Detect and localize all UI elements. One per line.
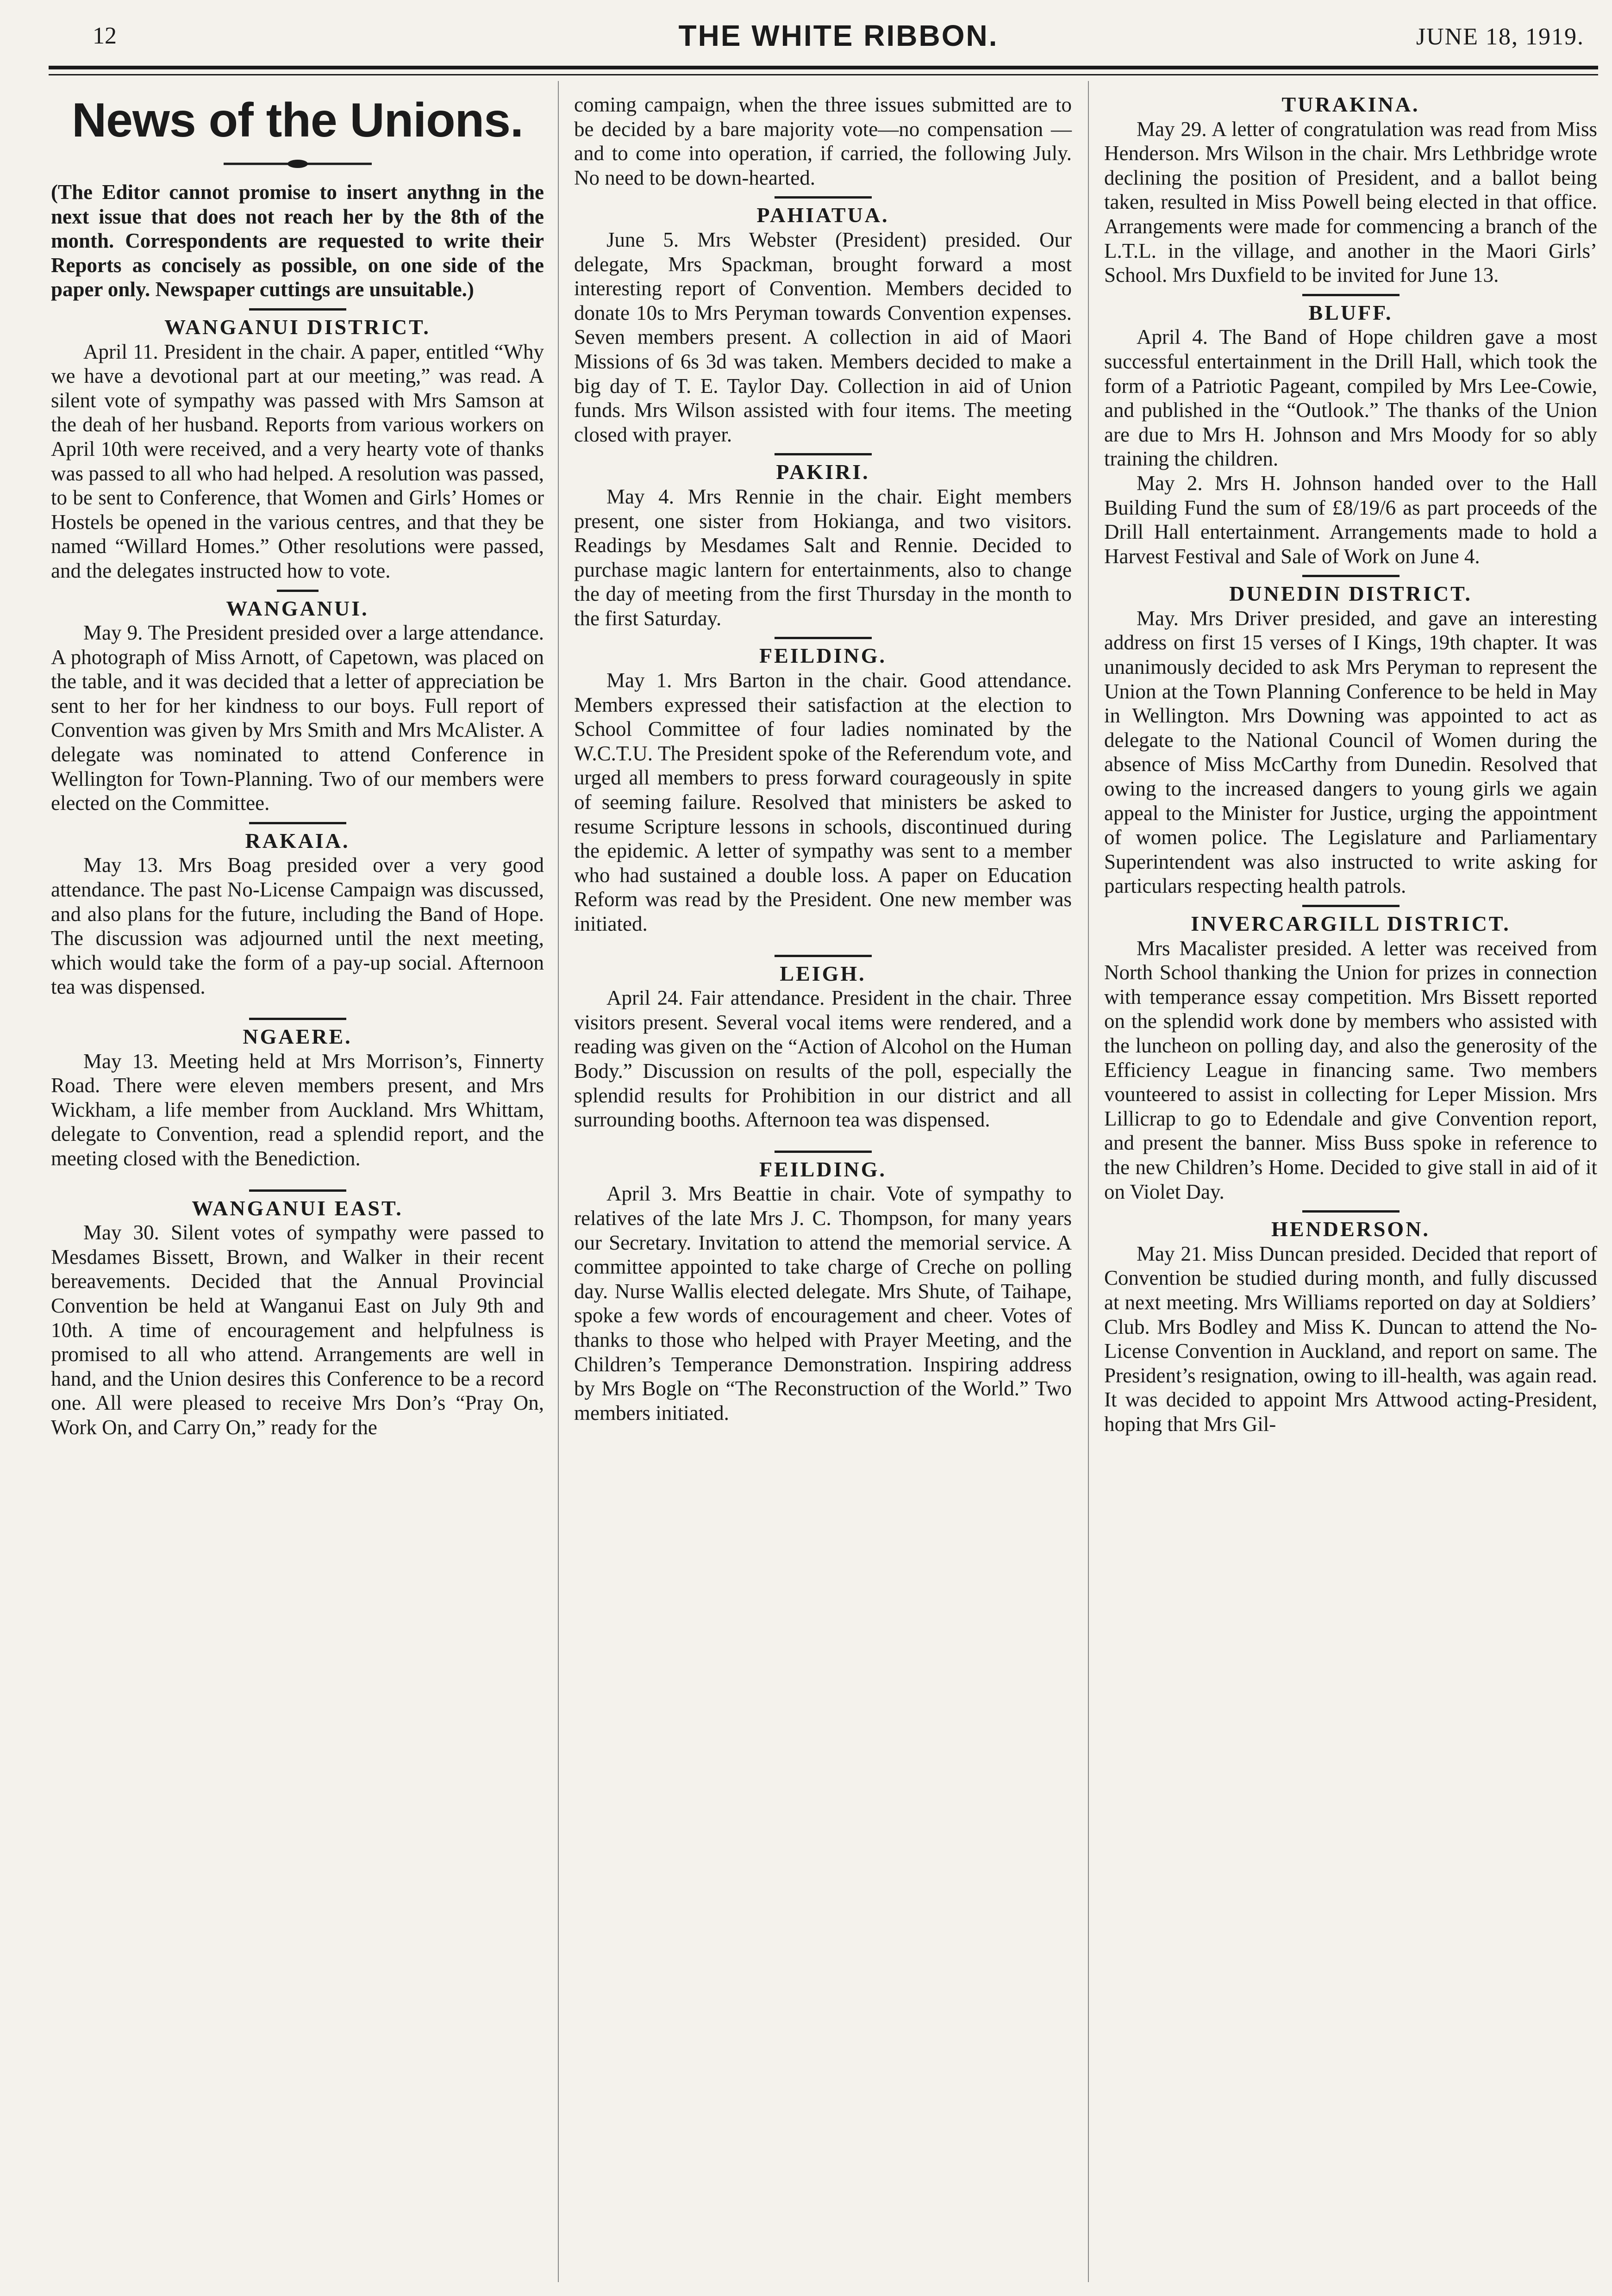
- section-separator: [1302, 905, 1400, 907]
- section-heading: WANGANUI EAST.: [192, 1196, 403, 1220]
- column-1: [51, 86, 544, 1440]
- section-text: June 5. Mrs Webster (President) presided. Our delegate, Mrs Spackman, brought forward a most interesting report of Convention. Members decided to donate 10s to Mrs Peryman towards Convention expenses. Seven members present. A collection in aid of Maori Missions of 6s 3d was taken. Members decided to make a big day of T. E. Taylor Day. Collection in aid of Union funds. Mrs Wilson assisted with four items. The meeting closed with prayer.: [574, 228, 1072, 446]
- section-separator: [277, 590, 319, 592]
- page-number: 12: [93, 23, 117, 49]
- section-title: News of the Unions.: [72, 93, 523, 147]
- section-heading: WANGANUI.: [226, 596, 369, 620]
- section-separator: [775, 637, 872, 639]
- section-text: May 13. Mrs Boag presided over a very good attendance. The past No-License Campaign was discussed, and also plans for the future, including the Band of Hope. The discussion was adjourned until the next meeting, which would take the form of a pay-up social. Afternoon tea was dispensed.: [51, 853, 544, 999]
- section-separator: [775, 955, 872, 957]
- section-heading: FEILDING.: [759, 644, 887, 668]
- section-separator: [1302, 294, 1400, 296]
- section-separator: [249, 1189, 346, 1192]
- section-heading: PAHIATUA.: [756, 203, 889, 227]
- section-text: April 24. Fair attendance. President in the chair. Three visitors present. Several vocal items were rendered, and a reading was given on the “Action of Alcohol on the Human Body.” Discussion on results of the poll, especially the splendid results for Prohibition in our district and all surrounding booths. Afternoon tea was dispensed.: [574, 986, 1072, 1132]
- section-text: May 30. Silent votes of sympathy were passed to Mesdames Bissett, Brown, and Walker in their recent bereavements. Decided that the Annual Provincial Convention be held at Wanganui East on July 9th and 10th. A time of encouragement and helpfulness is promised to all who attend. Arrangements are well in hand, and the Union desires this Conference to be a record one. All were pleased to receive Mrs Don’s “Pray On, Work On, and Carry On,” ready for the: [51, 1221, 544, 1439]
- editor-note: (The Editor cannot promise to insert anythng in the next issue that does not reach her by the 8th of the month. Correspondents are requested to write their Reports as concisely as possible, on one side of the paper only. Newspaper cuttings are unsuitable.): [51, 180, 544, 301]
- section-separator: [775, 453, 872, 455]
- section-heading: NGAERE.: [243, 1025, 352, 1048]
- section-heading: INVERCARGILL DISTRICT.: [1191, 912, 1511, 935]
- section-separator: [1302, 575, 1400, 577]
- section-text: April 3. Mrs Beattie in chair. Vote of sympathy to relatives of the late Mrs J. C. Thompson, for many years our Secretary. Invitation to attend the memorial service. A committee appointed to take charge of Creche on polling day. Nurse Wallis elected delegate. Mrs Shute, of Taihape, spoke a few words of encouragement and cheer. Votes of thanks to those who helped with Prayer Meeting, and the Children’s Temperance Demonstration. Inspiring address by Mrs Bogle on “The Reconstruction of the World.” Two members initiated.: [574, 1182, 1072, 1425]
- section-text: May 13. Meeting held at Mrs Morrison’s, Finnerty Road. There were eleven members present, and Mrs Wickham, a life member from Auckland. Mrs Whittam, delegate to Convention, read a splendid report, and the meeting closed with the Benediction.: [51, 1049, 544, 1170]
- section-text: May 9. The President presided over a large attendance. A photograph of Miss Arnott, of Capetown, was placed on the table, and it was decided that a letter of appreciation be sent to her for her kindness to our boys. Full report of Convention was given by Mrs Smith and Mrs McAlister. A delegate was nominated to attend Conference in Wellington for Town-Planning. Two of our members were elected on the Committee.: [51, 621, 544, 815]
- section-separator: [775, 1151, 872, 1153]
- section-text: May 1. Mrs Barton in the chair. Good attendance. Members expressed their satisfaction at the election to School Committee of four ladies nominated by the W.C.T.U. The President spoke of the Referendum vote, and urged all members to press forward courageously in spite of seeming failure. Resolved that ministers be asked to resume Scripture lessons in schools, discontinued during the epidemic. A letter of sympathy was sent to a member who had sustained a double loss. A paper on Education Reform was read by the President. One new member was initiated.: [574, 669, 1072, 935]
- section-separator: [249, 308, 346, 311]
- issue-date: JUNE 18, 1919.: [1416, 24, 1584, 50]
- ornament-rule: [224, 157, 372, 171]
- page-header: [93, 19, 1584, 60]
- column-2: [574, 93, 1072, 1425]
- section-separator: [249, 1018, 346, 1020]
- column-3: [1104, 93, 1597, 1436]
- section-heading: RAKAIA.: [245, 828, 350, 852]
- section-heading: BLUFF.: [1308, 300, 1393, 324]
- header-rule-thin: [49, 74, 1598, 75]
- section-text: May. Mrs Driver presided, and gave an interesting address on first 15 verses of I Kings, 19th chapter. It was unanimously decided to ask Mrs Peryman to represent the Union at the Town Planning Conference to be held in May in Wellington. Mrs Downing was appointed to act as delegate to the National Council of Women during the absence of Miss McCarthy from Dunedin. Resolved that owing to the increased dangers to young girls we again appeal to the Minister for Justice, urging the appointment of women police. The Legislature and Parliamentary Superintendent was also instructed to write asking for particulars respecting health patrols.: [1104, 606, 1597, 898]
- section-text: May 4. Mrs Rennie in the chair. Eight members present, one sister from Hokianga, and two visitors. Readings by Mesdames Salt and Rennie. Decided to purchase magic lantern for entertainments, also to change the day of meeting from the first Thursday in the month to the first Saturday.: [574, 485, 1072, 630]
- section-text: May 21. Miss Duncan presided. Decided that report of Convention be studied during month, and fully discussed at next meeting. Mrs Williams reported on day at Soldiers’ Club. Mrs Bodley and Miss K. Duncan to attend the No-License Convention in Auckland, and report on same. The President’s resignation, owing to ill-health, was again read. It was decided to appoint Mrs Attwood acting-President, hoping that Mrs Gil-: [1104, 1242, 1597, 1436]
- section-heading: HENDERSON.: [1271, 1217, 1430, 1241]
- section-heading: TURAKINA.: [1281, 93, 1420, 116]
- section-text: Mrs Macalister presided. A letter was received from North School thanking the Union for prizes in connection with temperance essay competition. Mrs Bissett reported on the splendid work done by members who assisted with the luncheon on polling day, and also the generosity of the Efficiency League in financing same. Two members vounteered to assist in collecting for Leper Mission. Mrs Lillicrap to go to Edendale and give Convention report, and present the banner. Miss Buss spoke in reference to the new Children’s Home. Decided to give stall in aid of it on Violet Day.: [1104, 936, 1597, 1203]
- section-heading: WANGANUI DISTRICT.: [164, 315, 431, 339]
- continued-text: coming campaign, when the three issues submitted are to be decided by a bare majority vote—no compensation —and to come into operation, if carried, the following July. No need to be down-hearted.: [574, 93, 1072, 189]
- column-divider: [558, 81, 559, 2282]
- section-text: May 29. A letter of congratulation was read from Miss Henderson. Mrs Wilson in the chair. Mrs Lethbridge wrote declining the position of President, and a ballot being taken, resulted in Miss Powell being elected in that office. Arrangements were made for commencing a branch of the L.T.L. in the village, and another in the Maori Girls’ School. Mrs Duxfield to be invited for June 13.: [1104, 117, 1597, 287]
- column-divider: [1088, 81, 1089, 2282]
- section-separator: [1302, 1210, 1400, 1213]
- section-heading: LEIGH.: [780, 961, 866, 985]
- section-text: April 4. The Band of Hope children gave a most successful entertainment in the Drill Hall, which took the form of a Patriotic Pageant, compiled by Mrs Lee-Cowie, and published in the “Outlook.” The thanks of the Union are due to Mrs H. Johnson and Mrs Moody for so ably training the children.: [1104, 325, 1597, 471]
- section-heading: PAKIRI.: [776, 460, 870, 484]
- section-text: April 11. President in the chair. A paper, entitled “Why we have a devotional part at our meeting,” was read. A silent vote of sympathy was passed with Mrs Samson at the deah of her husband. Reports from various workers on April 10th were received, and a very hearty vote of thanks was passed to all who had helped. A resolution was passed, to be sent to Conference, that Women and Girls’ Homes or Hostels be opened in the various centres, and that they be named “Willard Homes.” Other resolutions were passed, and the delegates instructed how to vote.: [51, 340, 544, 582]
- newspaper-title: THE WHITE RIBBON.: [678, 19, 999, 52]
- section-text: May 2. Mrs H. Johnson handed over to the Hall Building Fund the sum of £8/19/6 as part proceeds of the Drill Hall entertainment. Arrangements made to hold a Harvest Festival and Sale of Work on June 4.: [1104, 471, 1597, 568]
- section-separator: [249, 822, 346, 824]
- section-separator: [775, 196, 872, 199]
- header-rule-thick: [49, 66, 1598, 69]
- section-heading: FEILDING.: [759, 1157, 887, 1181]
- section-heading: DUNEDIN DISTRICT.: [1229, 582, 1472, 606]
